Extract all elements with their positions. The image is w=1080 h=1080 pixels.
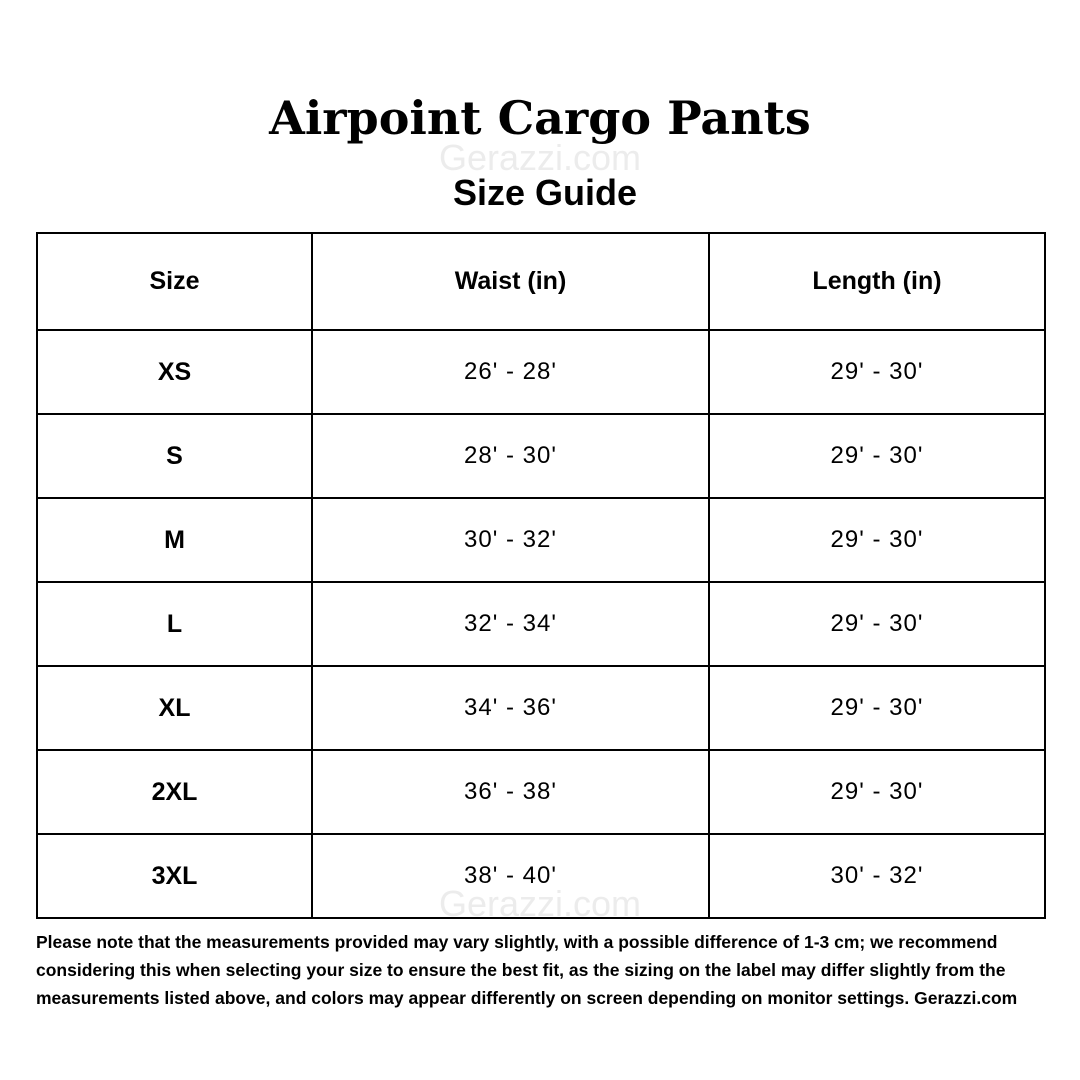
length-cell: 29' - 30'	[709, 498, 1045, 582]
waist-cell: 32' - 34'	[312, 582, 709, 666]
table-row	[37, 834, 1045, 918]
table-row	[37, 330, 1045, 414]
watermark-top: Gerazzi.com	[438, 137, 642, 178]
length-cell: 29' - 30'	[709, 666, 1045, 750]
waist-cell: 30' - 32'	[312, 498, 709, 582]
table-header-row	[37, 233, 1045, 330]
size-cell: 3XL	[37, 834, 312, 918]
length-cell: 29' - 30'	[709, 582, 1045, 666]
table-row	[37, 582, 1045, 666]
size-table	[36, 232, 1046, 919]
watermark-bottom: Gerazzi.com	[438, 883, 642, 924]
size-cell: S	[37, 414, 312, 498]
waist-cell: 38' - 40'	[312, 834, 709, 918]
length-cell: 29' - 30'	[709, 330, 1045, 414]
measurement-note: Please note that the measurements provided may vary slightly, with a possible difference of 1-3 cm; we recommend considering this when selecting your size to ensure the best fit, as the sizing on the label may differ slightly from the measurements listed above, and colors may appear differently on screen depending on monitor settings. Gerazzi.com	[36, 932, 1018, 1008]
page-title: Airpoint Cargo Pants	[269, 91, 811, 145]
waist-cell: 36' - 38'	[312, 750, 709, 834]
waist-cell: 26' - 28'	[312, 330, 709, 414]
length-cell: 30' - 32'	[709, 834, 1045, 918]
header-length: Length (in)	[709, 233, 1045, 330]
page-subtitle: Size Guide	[452, 172, 638, 213]
length-cell: 29' - 30'	[709, 750, 1045, 834]
table-row	[37, 666, 1045, 750]
table-row	[37, 498, 1045, 582]
size-cell: XL	[37, 666, 312, 750]
length-cell: 29' - 30'	[709, 414, 1045, 498]
size-cell: L	[37, 582, 312, 666]
size-cell: 2XL	[37, 750, 312, 834]
header-size: Size	[37, 233, 312, 330]
header-waist: Waist (in)	[312, 233, 709, 330]
waist-cell: 34' - 36'	[312, 666, 709, 750]
size-cell: XS	[37, 330, 312, 414]
size-cell: M	[37, 498, 312, 582]
table-row	[37, 750, 1045, 834]
table-row	[37, 414, 1045, 498]
waist-cell: 28' - 30'	[312, 414, 709, 498]
